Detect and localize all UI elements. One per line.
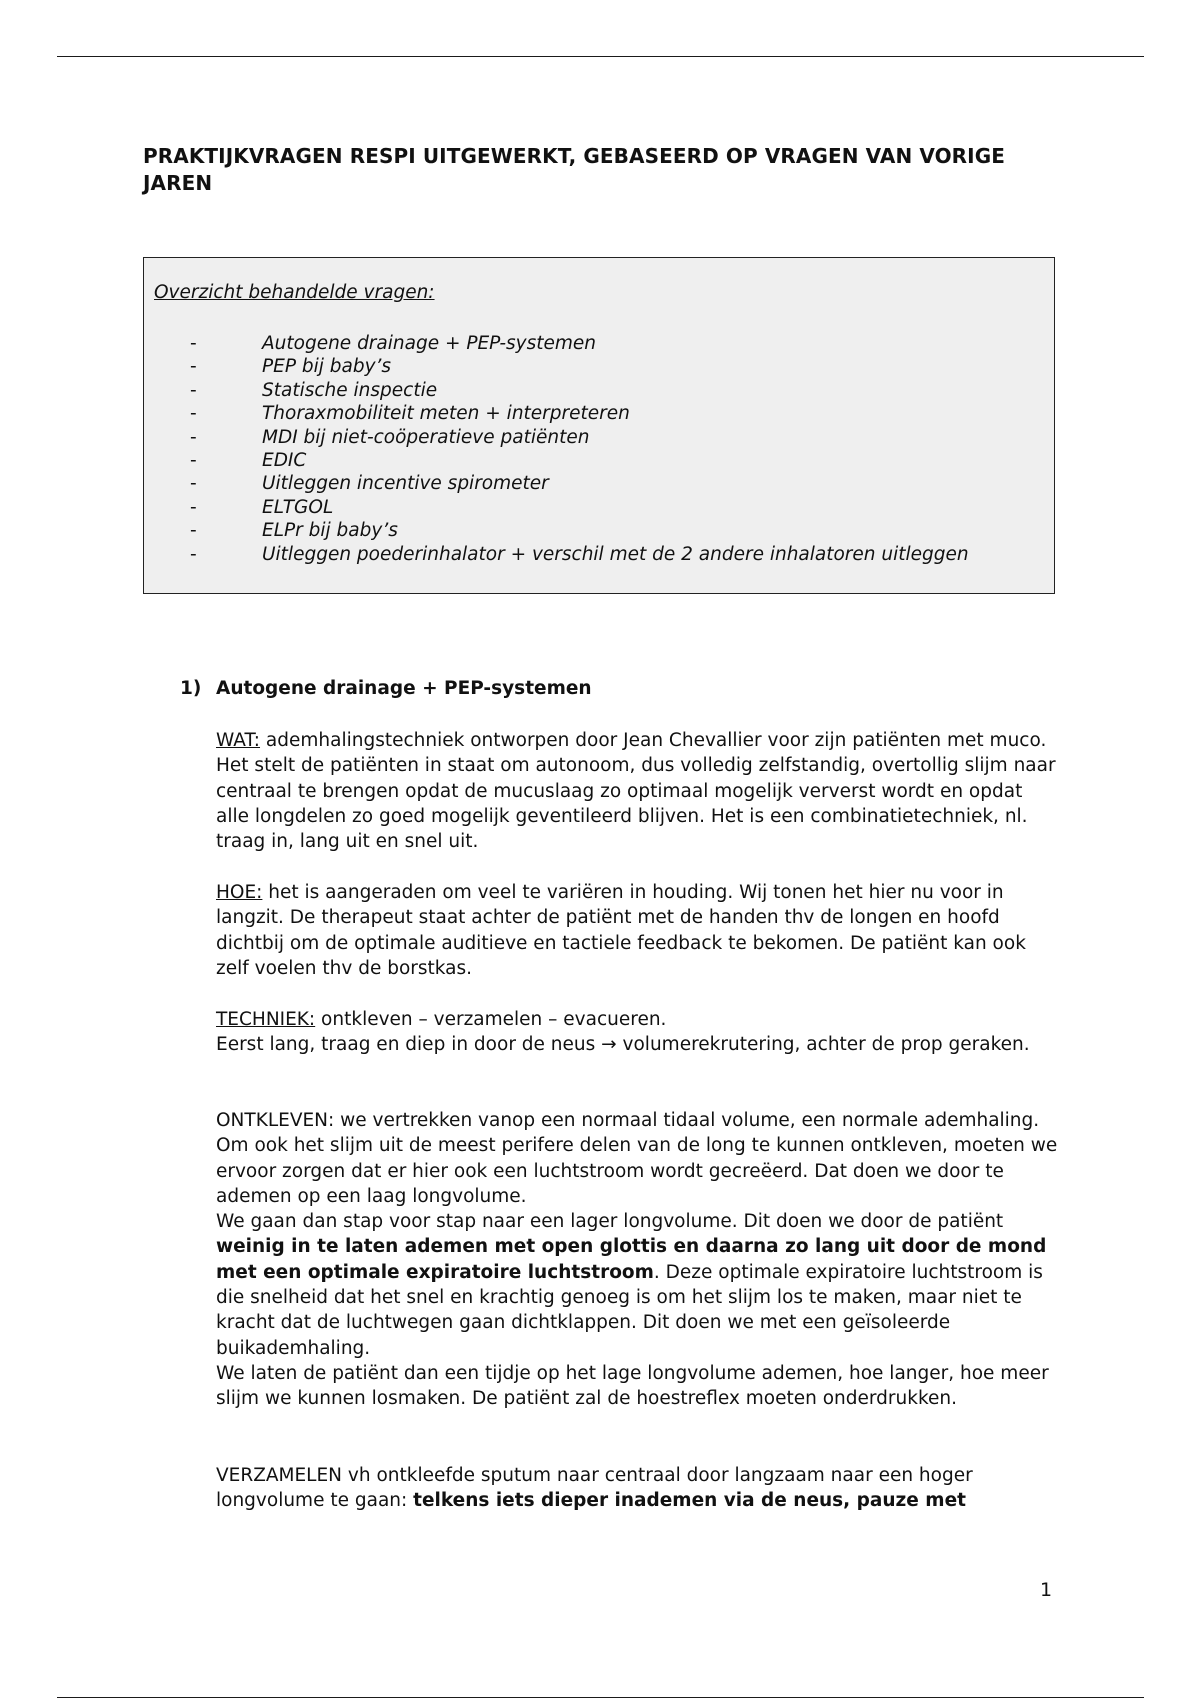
overview-item-text: ELPr bij baby’s xyxy=(262,520,398,542)
overview-item-text: PEP bij baby’s xyxy=(262,356,392,378)
text-techniek: ontkleven – verzamelen – evacueren. xyxy=(315,1009,667,1030)
footer-rule xyxy=(57,1697,1144,1698)
text-ontkleven-1: ONTKLEVEN: we vertrekken vanop een normaal tidaal volume, een normale ademhaling. Om ook het slijm uit de meest perifere delen van de long te kunnen ontkleven, moeten we ervoor zorgen dat er hier ook een luchtstroom wordt gecreëerd. Dat doen we door te ademen op een laag longvolume. xyxy=(216,1110,1058,1207)
section-number: 1) xyxy=(180,678,202,699)
overview-item xyxy=(190,379,969,402)
overview-heading: Overzicht behandelde vragen: xyxy=(154,282,435,303)
overview-item xyxy=(190,519,969,542)
paragraph-techniek xyxy=(216,1007,1058,1058)
overview-item xyxy=(190,355,969,378)
text-verzamelen-b: telkens iets dieper inademen via de neus, pauze met xyxy=(413,1490,966,1512)
list-bullet: - xyxy=(190,520,197,542)
list-bullet: - xyxy=(190,379,197,401)
list-bullet: - xyxy=(190,333,197,354)
text-verzamelen-a: VERZAMELEN vh ontkleefde sputum naar centraal door langzaam naar een hoger longvolume te gaan: xyxy=(216,1465,973,1512)
header-rule xyxy=(57,56,1144,57)
text-wat: ademhalingstechniek ontworpen door Jean Chevallier voor zijn patiënten met muco. Het stelt de patiënten in staat om autonoom, dus volledig zelfstandig, overtollig slijm naar centraal te brengen opdat de mucuslaag zo optimaal mogelijk ververst wordt en opdat alle longdelen zo goed mogelijk geventileerd blijven. Het is een combinatietechniek, nl. traag in, lang uit en snel uit. xyxy=(216,730,1056,853)
list-bullet: - xyxy=(190,403,197,425)
text-ontkleven-2b: weinig in te laten ademen met open glottis en daarna zo lang uit door de mond met een optimale expiratoire luchtstroom xyxy=(216,1236,1047,1283)
page-title: PRAKTIJKVRAGEN RESPI UITGEWERKT, GEBASEERD OP VRAGEN VAN VORIGE JAREN xyxy=(143,144,1006,195)
text-ontkleven-3: We laten de patiënt dan een tijdje op het lage longvolume ademen, hoe langer, hoe meer slijm we kunnen losmaken. De patiënt zal de hoestreflex moeten onderdrukken. xyxy=(216,1362,1049,1410)
overview-item-text: ELTGOL xyxy=(262,496,334,518)
text-ontkleven-2c: . Deze optimale expiratoire luchtstroom is die snelheid dat het snel en krachtig genoeg is om het slijm los te maken, maar niet te kracht dat de luchtwegen gaan dichtklappen. Dit doen we met een geïsoleerde buikademhaling. xyxy=(216,1261,1043,1359)
overview-item-text: Statische inspectie xyxy=(262,379,438,401)
label-hoe: HOE: xyxy=(216,882,263,903)
paragraph-hoe xyxy=(216,880,1058,981)
section-1-heading-block xyxy=(180,676,1080,701)
overview-item xyxy=(190,426,969,449)
list-bullet: - xyxy=(190,356,197,378)
list-bullet: - xyxy=(190,473,197,495)
text-hoe: het is aangeraden om veel te variëren in houding. Wij tonen het hier nu voor in langzit. De therapeut staat achter de patiënt met de handen thv de longen en hoofd dichtbij om de optimale auditieve en tactiele feedback te bekomen. De patiënt kan ook zelf voelen thv de borstkas. xyxy=(216,882,1026,979)
label-techniek: TECHNIEK: xyxy=(216,1009,316,1030)
overview-item-text: EDIC xyxy=(262,449,307,471)
list-bullet: - xyxy=(190,496,197,518)
paragraph-wat xyxy=(216,728,1058,854)
overview-item-text: Autogene drainage + PEP-systemen xyxy=(262,333,596,354)
overview-item xyxy=(190,449,969,472)
text-techniek-line2: Eerst lang, traag en diep in door de neus → volumerekrutering, achter de prop geraken. xyxy=(216,1034,1030,1056)
label-wat: WAT: xyxy=(216,730,261,751)
overview-item-text: Uitleggen incentive spirometer xyxy=(262,473,549,495)
page-number: 1 xyxy=(1040,1579,1053,1601)
overview-box xyxy=(143,257,1055,594)
paragraph-ontkleven xyxy=(216,1108,1058,1412)
overview-item-text: Uitleggen poederinhalator + verschil met de 2 andere inhalatoren uitleggen xyxy=(262,543,969,565)
overview-item xyxy=(190,332,969,355)
section-heading xyxy=(180,676,1080,701)
overview-item-text: Thoraxmobiliteit meten + interpreteren xyxy=(262,403,630,425)
list-bullet: - xyxy=(190,543,197,565)
list-bullet: - xyxy=(190,449,197,471)
text-ontkleven-2a: We gaan dan stap voor stap naar een lager longvolume. Dit doen we door de patiënt xyxy=(216,1211,1004,1233)
overview-item xyxy=(190,472,969,495)
section-title: Autogene drainage + PEP-systemen xyxy=(216,678,592,699)
paragraph-verzamelen xyxy=(216,1463,1058,1514)
overview-item-text: MDI bij niet-coöperatieve patiënten xyxy=(262,426,590,448)
overview-item xyxy=(190,402,969,425)
overview-item xyxy=(190,543,969,566)
list-bullet: - xyxy=(190,426,197,448)
overview-list xyxy=(190,332,969,566)
overview-item xyxy=(190,496,969,519)
